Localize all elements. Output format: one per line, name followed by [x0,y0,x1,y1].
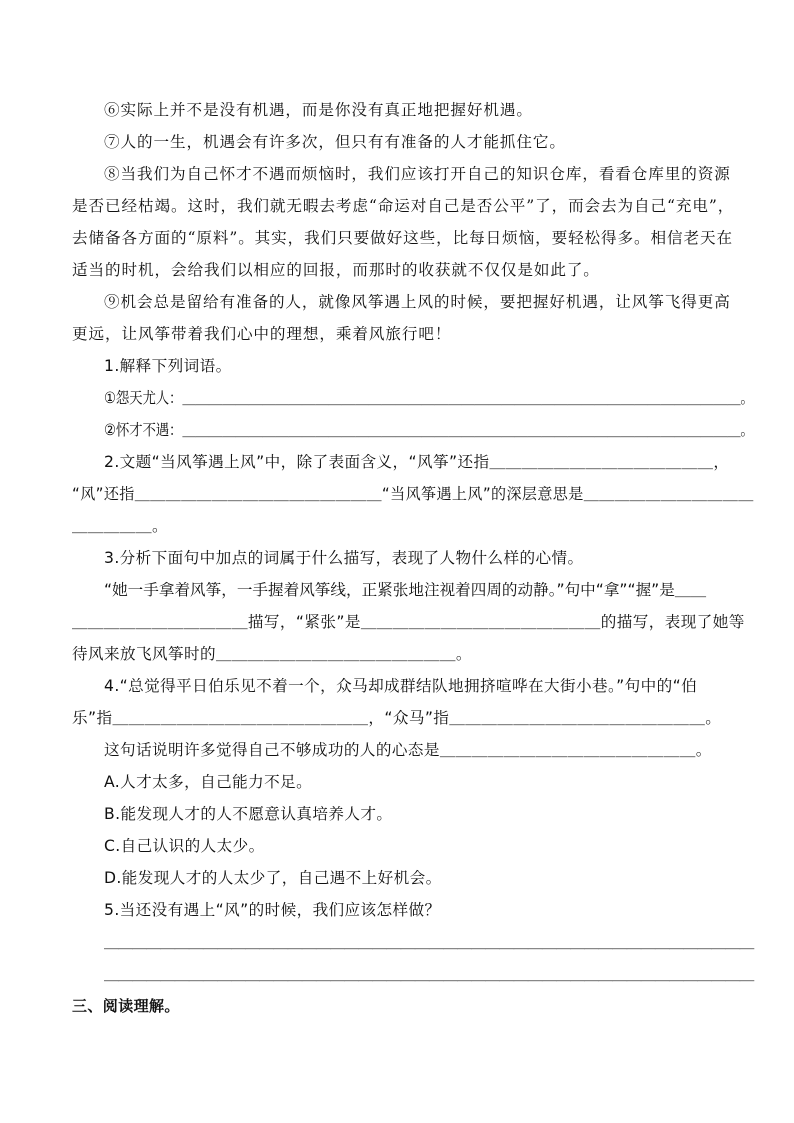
passage-paragraph-9-line-2: 更远，让风筝带着我们心中的理想，乘着风旅行吧！ [72,325,452,343]
question-4-line-1: 4.“总觉得平日伯乐见不着一个，众马却成群结队地拥挤喧哗在大街小巷。”句中的“伯 [104,677,698,695]
question-5-title: 5.当还没有遇上“风”的时候，我们应该怎样做？ [104,901,441,919]
question-2-line-2: “风”还指＿＿＿＿＿＿＿＿＿＿＿＿＿＿＿＿“当风筝遇上风”的深层意思是＿＿＿＿＿＿＿＿＿＿＿ [72,485,754,503]
question-2-line-3: ＿＿＿＿＿。 [72,517,168,535]
question-2-line-1: 2.文题“当风筝遇上风”中，除了表面含义，“风筝”还指＿＿＿＿＿＿＿＿＿＿＿＿＿＿， [104,453,730,471]
question-4-option-c: C.自己认识的人太少。 [104,837,265,855]
question-4-option-a: A.人才太多，自己能力不足。 [104,773,313,791]
passage-paragraph-7: ⑦人的一生，机遇会有许多次，但只有有准备的人才能抓住它。 [104,133,566,151]
question-5-answer-line-2: ＿＿＿＿＿＿＿＿＿＿＿＿＿＿＿＿＿＿＿＿＿＿＿＿＿＿＿＿＿＿＿＿＿＿＿＿＿＿＿＿＿＿＿＿＿＿ [104,965,754,983]
question-4-option-b: B.能发现人才的人不愿意认真培养人才。 [104,805,393,823]
question-1-title: 1.解释下列词语。 [104,357,232,375]
question-3-line-3: 待风来放飞风筝时的＿＿＿＿＿＿＿＿＿＿＿＿＿＿＿。 [72,645,472,663]
passage-paragraph-9-line-1: ⑨机会总是留给有准备的人，就像风筝遇上风的时候，要把握好机遇，让风筝飞得更高 [104,293,731,311]
question-1-item-b: ②怀才不遇：＿＿＿＿＿＿＿＿＿＿＿＿＿＿＿＿＿＿＿＿＿＿＿＿＿＿＿＿＿＿＿＿＿＿＿＿＿＿＿＿＿＿。 [104,421,754,439]
passage-paragraph-8-line-4: 适当的时机，会给我们以相应的回报，而那时的收获就不仅仅是如此了。 [72,261,600,279]
section-heading: 三、阅读理解。 [72,997,180,1015]
passage-paragraph-8-line-2: 是否已经枯竭。这时，我们就无暇去考虑“命运对自己是否公平”了，而会去为自己“充电”， [72,197,735,215]
question-3-title: 3.分析下面句中加点的词属于什么描写，表现了人物什么样的心情。 [104,549,584,567]
question-4-option-d: D.能发现人才的人太少了，自己遇不上好机会。 [104,869,442,887]
passage-paragraph-8-line-3: 去储备各方面的“原料”。其实，我们只要做好这些，比每日烦恼，要轻松得多。相信老天在 [72,229,734,247]
question-5-answer-line-1: ＿＿＿＿＿＿＿＿＿＿＿＿＿＿＿＿＿＿＿＿＿＿＿＿＿＿＿＿＿＿＿＿＿＿＿＿＿＿＿＿＿＿＿＿＿＿ [104,933,754,951]
question-1-item-a: ①怨天尤人：＿＿＿＿＿＿＿＿＿＿＿＿＿＿＿＿＿＿＿＿＿＿＿＿＿＿＿＿＿＿＿＿＿＿＿＿＿＿＿＿＿＿。 [104,389,754,407]
question-4-line-2: 乐”指＿＿＿＿＿＿＿＿＿＿＿＿＿＿＿＿，“众马”指＿＿＿＿＿＿＿＿＿＿＿＿＿＿＿＿。 [72,709,722,727]
question-3-line-1: “她一手拿着风筝，一手握着风筝线，正紧张地注视着四周的动静。”句中“拿”“握”是＿＿ [104,581,707,599]
passage-paragraph-8-line-1: ⑧当我们为自己怀才不遇而烦恼时，我们应该打开自己的知识仓库，看看仓库里的资源 [104,165,731,183]
question-3-line-2: ＿＿＿＿＿＿＿＿＿＿＿描写，“紧张”是＿＿＿＿＿＿＿＿＿＿＿＿＿＿＿的描写，表现了她等 [72,613,745,631]
question-4-line-3: 这句话说明许多觉得自己不够成功的人的心态是＿＿＿＿＿＿＿＿＿＿＿＿＿＿＿＿。 [104,741,712,759]
passage-paragraph-6: ⑥实际上并不是没有机遇，而是你没有真正地把握好机遇。 [104,101,533,119]
